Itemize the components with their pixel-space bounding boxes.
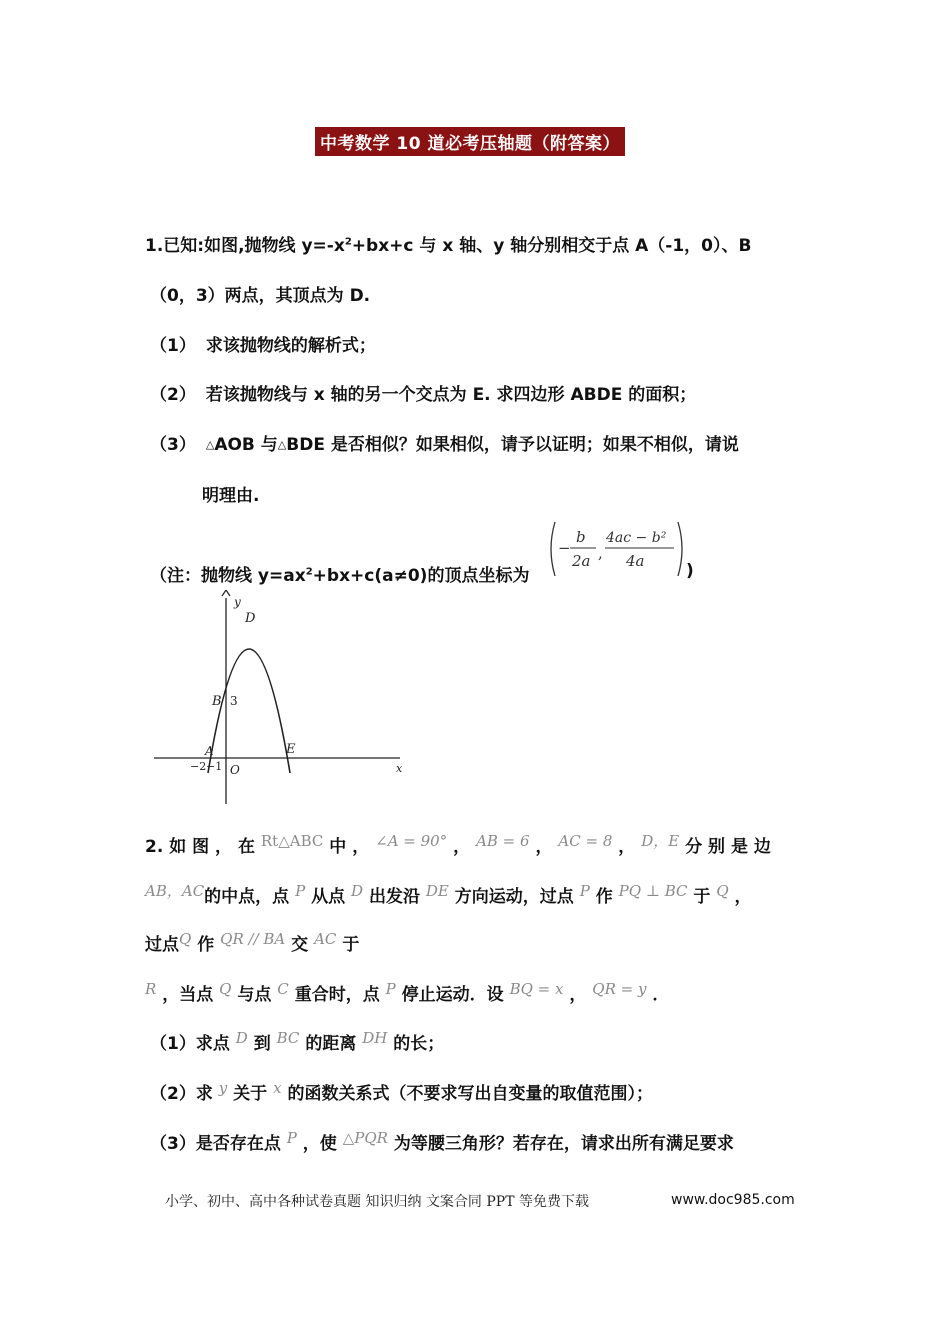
svg-text:y: y: [234, 595, 241, 609]
svg-text:3: 3: [230, 694, 238, 708]
formula-num2: 4ac − b²: [606, 530, 667, 546]
q1-note: （注：抛物线 $y=ax^2+bx+c(a\ne 0)$的顶点坐标为: [150, 566, 530, 586]
q2-part3: （3）是否存在点 P ，使 △PQR 为等腰三角形？若存在，请求出所有满足要求: [150, 1129, 734, 1154]
svg-text:−1: −1: [206, 760, 223, 773]
footer-text: 小学、初中、高中各种试卷真题 知识归纳 文案合同 PPT 等免费下载: [165, 1194, 589, 1210]
svg-text:B: B: [212, 694, 222, 709]
formula-den1: 2a: [572, 552, 591, 570]
q1-note-close: ): [686, 561, 694, 581]
svg-text:−2: −2: [190, 760, 207, 773]
svg-text:E: E: [286, 742, 296, 757]
svg-text:O: O: [230, 763, 240, 777]
q2-line3: 过点Q 作 QR // BA 交 AC 于: [145, 930, 360, 955]
q2-line4: R ，当点 Q 与点 C 重合时，点 P 停止运动．设 BQ = x ， QR = y ．: [145, 980, 670, 1005]
svg-text:x: x: [396, 762, 403, 775]
parabola-curve: [208, 649, 290, 773]
formula-num1: b: [576, 528, 586, 546]
svg-text:D: D: [245, 611, 256, 626]
svg-text:,: ,: [598, 544, 603, 562]
q1-stem-line2: （0，3）两点，其顶点为 D.: [150, 286, 371, 306]
q1-part2: （2） 若该抛物线与 x 轴的另一个交点为 E. 求四边形 ABDE 的面积；: [150, 385, 697, 405]
parabola-graph: [150, 590, 410, 805]
q2-part1: （1）求点 D 到 BC 的距离 DH 的长；: [150, 1029, 445, 1054]
q1-part1: （1） 求该抛物线的解析式；: [150, 336, 376, 356]
q2-line2: AB，AC的中点，点 P 从点 D 出发沿 DE 方向运动，过点 P 作 PQ ⊥ BC 于 Q ，: [145, 882, 752, 907]
q1-stem-line1: 1.已知:如图,抛物线 $y=-x^2+bx+c$ 与 x 轴、y 轴分别相交于点 A（-1，0）、B: [145, 236, 752, 256]
q2-part2: （2）求 y 关于 x 的函数关系式（不要求写出自变量的取值范围）；: [150, 1079, 653, 1104]
q1-part3-cont: 明理由.: [202, 486, 260, 506]
footer-url[interactable]: www.doc985.com: [671, 1192, 795, 1208]
q2-line1: 2. 如 图 ， 在 Rt△ABC 中 ， ∠A = 90° ， AB = 6 ， AC = 8 ， D，E 分 别 是 边: [145, 832, 771, 857]
page-title: 中考数学 10 道必考压轴题（附答案）: [315, 127, 625, 156]
q1-part3: （3） △AOB 与△BDE 是否相似？如果相似，请予以证明；如果不相似，请说: [150, 435, 739, 455]
formula-minus: −: [558, 539, 571, 557]
vertex-formula: [546, 518, 696, 580]
svg-text:A: A: [205, 744, 214, 758]
formula-den2: 4a: [626, 552, 645, 570]
